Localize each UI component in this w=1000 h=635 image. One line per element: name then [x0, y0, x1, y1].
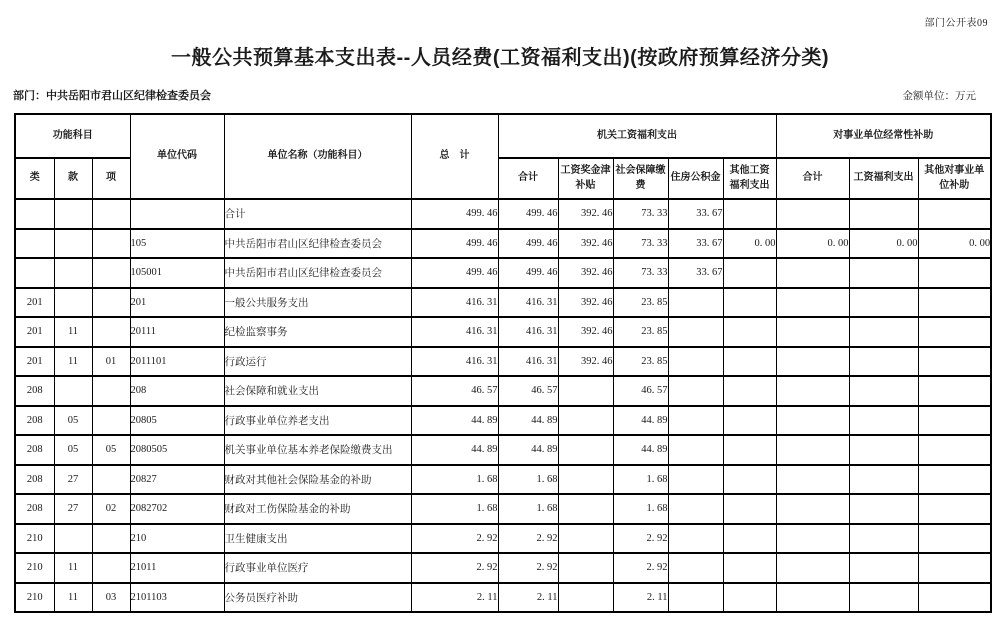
social-security-cell: 1. 68	[613, 494, 668, 524]
table-header	[15, 114, 991, 199]
social-security-cell: 1. 68	[613, 465, 668, 495]
unit-name-cell: 财政对其他社会保险基金的补助	[224, 465, 411, 495]
sy-wage-cell	[849, 435, 918, 465]
unit-code-cell: 2101103	[130, 583, 224, 613]
sy-subtotal-cell	[776, 317, 849, 347]
unit-code-cell: 210	[130, 524, 224, 554]
sy-other-cell	[918, 406, 991, 436]
housing-fund-cell: 33. 67	[668, 199, 723, 229]
func-lei-cell: 208	[15, 435, 54, 465]
unit-code-cell: 105001	[130, 258, 224, 288]
unit-code-cell: 20827	[130, 465, 224, 495]
sy-wage-cell	[849, 288, 918, 318]
other-wage-cell	[723, 376, 776, 406]
sy-subtotal-cell: 0. 00	[776, 229, 849, 259]
func-xiang-cell	[92, 553, 130, 583]
func-lei-cell: 201	[15, 288, 54, 318]
func-kuan-cell: 27	[54, 465, 92, 495]
table-row	[15, 583, 991, 613]
header-kuan: 款	[54, 158, 92, 199]
sy-wage-cell	[849, 494, 918, 524]
unit-name-cell: 卫生健康支出	[224, 524, 411, 554]
header-unit-name: 单位名称（功能科目）	[224, 114, 411, 199]
func-xiang-cell	[92, 288, 130, 318]
func-lei-cell: 210	[15, 583, 54, 613]
grand-total-cell: 46. 57	[411, 376, 498, 406]
other-wage-cell	[723, 494, 776, 524]
func-lei-cell: 208	[15, 406, 54, 436]
housing-fund-cell: 33. 67	[668, 258, 723, 288]
grand-total-cell: 2. 92	[411, 524, 498, 554]
func-kuan-cell	[54, 229, 92, 259]
social-security-cell: 23. 85	[613, 347, 668, 377]
unit-code-cell: 2082702	[130, 494, 224, 524]
salary-bonus-cell: 392. 46	[558, 258, 613, 288]
org-subtotal-cell: 46. 57	[498, 376, 558, 406]
salary-bonus-cell: 392. 46	[558, 199, 613, 229]
unit-code-cell: 20805	[130, 406, 224, 436]
func-xiang-cell: 01	[92, 347, 130, 377]
other-wage-cell	[723, 199, 776, 229]
amount-unit-note: 金额单位：万元	[902, 91, 976, 102]
func-xiang-cell	[92, 199, 130, 229]
other-wage-cell	[723, 317, 776, 347]
social-security-cell: 2. 11	[613, 583, 668, 613]
header-lei: 类	[15, 158, 54, 199]
func-lei-cell: 210	[15, 553, 54, 583]
sy-wage-cell	[849, 376, 918, 406]
other-wage-cell	[723, 347, 776, 377]
func-kuan-cell: 11	[54, 553, 92, 583]
page-title: 一般公共预算基本支出表--人员经费(工资福利支出)(按政府预算经济分类)	[171, 47, 829, 69]
housing-fund-cell	[668, 583, 723, 613]
func-kuan-cell	[54, 524, 92, 554]
salary-bonus-cell	[558, 465, 613, 495]
unit-name-cell: 行政事业单位养老支出	[224, 406, 411, 436]
table-row	[15, 317, 991, 347]
grand-total-cell: 2. 11	[411, 583, 498, 613]
salary-bonus-cell	[558, 553, 613, 583]
budget-table	[14, 113, 992, 613]
grand-total-cell: 499. 46	[411, 229, 498, 259]
header-institution-subsidy-group: 对事业单位经常性补助	[776, 114, 991, 158]
housing-fund-cell	[668, 494, 723, 524]
header-sy-wage: 工资福利支出	[849, 158, 918, 199]
other-wage-cell	[723, 406, 776, 436]
unit-name-cell: 财政对工伤保险基金的补助	[224, 494, 411, 524]
grand-total-cell: 416. 31	[411, 347, 498, 377]
header-org-subtotal: 合计	[498, 158, 558, 199]
social-security-cell: 44. 89	[613, 435, 668, 465]
func-lei-cell: 208	[15, 494, 54, 524]
grand-total-cell: 44. 89	[411, 406, 498, 436]
housing-fund-cell	[668, 347, 723, 377]
table-row	[15, 553, 991, 583]
grand-total-cell: 1. 68	[411, 494, 498, 524]
sy-wage-cell	[849, 258, 918, 288]
other-wage-cell	[723, 583, 776, 613]
sy-other-cell	[918, 494, 991, 524]
housing-fund-cell	[668, 465, 723, 495]
unit-name-cell: 纪检监察事务	[224, 317, 411, 347]
header-func-group: 功能科目	[15, 114, 130, 158]
func-xiang-cell: 03	[92, 583, 130, 613]
table-body	[15, 199, 991, 612]
salary-bonus-cell	[558, 583, 613, 613]
org-subtotal-cell: 499. 46	[498, 258, 558, 288]
header-org-wage-group: 机关工资福利支出	[498, 114, 776, 158]
func-kuan-cell	[54, 199, 92, 229]
grand-total-cell: 416. 31	[411, 317, 498, 347]
func-kuan-cell	[54, 376, 92, 406]
sy-other-cell	[918, 199, 991, 229]
sy-other-cell	[918, 317, 991, 347]
func-kuan-cell: 05	[54, 435, 92, 465]
salary-bonus-cell	[558, 406, 613, 436]
other-wage-cell	[723, 553, 776, 583]
sy-other-cell: 0. 00	[918, 229, 991, 259]
func-lei-cell	[15, 229, 54, 259]
func-lei-cell: 201	[15, 347, 54, 377]
sy-wage-cell	[849, 465, 918, 495]
unit-code-cell: 105	[130, 229, 224, 259]
unit-name-cell: 中共岳阳市君山区纪律检查委员会	[224, 229, 411, 259]
unit-name-cell: 机关事业单位基本养老保险缴费支出	[224, 435, 411, 465]
table-row	[15, 199, 991, 229]
housing-fund-cell	[668, 435, 723, 465]
sy-subtotal-cell	[776, 583, 849, 613]
grand-total-cell: 499. 46	[411, 258, 498, 288]
salary-bonus-cell: 392. 46	[558, 229, 613, 259]
sy-subtotal-cell	[776, 524, 849, 554]
sy-wage-cell	[849, 317, 918, 347]
org-subtotal-cell: 2. 11	[498, 583, 558, 613]
unit-name-cell: 行政事业单位医疗	[224, 553, 411, 583]
sy-other-cell	[918, 258, 991, 288]
grand-total-cell: 1. 68	[411, 465, 498, 495]
table-row	[15, 494, 991, 524]
sy-subtotal-cell	[776, 347, 849, 377]
header-sy-other: 其他对事业单位补助	[918, 158, 991, 199]
salary-bonus-cell	[558, 435, 613, 465]
func-kuan-cell: 27	[54, 494, 92, 524]
sy-wage-cell: 0. 00	[849, 229, 918, 259]
social-security-cell: 73. 33	[613, 199, 668, 229]
func-kuan-cell	[54, 258, 92, 288]
grand-total-cell: 44. 89	[411, 435, 498, 465]
salary-bonus-cell: 392. 46	[558, 288, 613, 318]
sy-subtotal-cell	[776, 288, 849, 318]
func-xiang-cell: 05	[92, 435, 130, 465]
unit-name-cell: 公务员医疗补助	[224, 583, 411, 613]
sy-wage-cell	[849, 524, 918, 554]
social-security-cell: 73. 33	[613, 229, 668, 259]
func-kuan-cell: 11	[54, 583, 92, 613]
other-wage-cell	[723, 435, 776, 465]
sy-other-cell	[918, 583, 991, 613]
sy-wage-cell	[849, 406, 918, 436]
header-row-groups	[15, 114, 991, 158]
sy-other-cell	[918, 524, 991, 554]
unit-code-cell: 2080505	[130, 435, 224, 465]
other-wage-cell	[723, 524, 776, 554]
sy-other-cell	[918, 553, 991, 583]
housing-fund-cell: 33. 67	[668, 229, 723, 259]
social-security-cell: 44. 89	[613, 406, 668, 436]
salary-bonus-cell	[558, 376, 613, 406]
table-row	[15, 406, 991, 436]
org-subtotal-cell: 2. 92	[498, 553, 558, 583]
org-subtotal-cell: 499. 46	[498, 199, 558, 229]
table-row	[15, 347, 991, 377]
org-subtotal-cell: 499. 46	[498, 229, 558, 259]
unit-name-cell: 合计	[224, 199, 411, 229]
other-wage-cell	[723, 288, 776, 318]
grand-total-cell: 2. 92	[411, 553, 498, 583]
table-row	[15, 258, 991, 288]
social-security-cell: 23. 85	[613, 317, 668, 347]
social-security-cell: 2. 92	[613, 553, 668, 583]
unit-code-cell	[130, 199, 224, 229]
header-xiang: 项	[92, 158, 130, 199]
sy-subtotal-cell	[776, 553, 849, 583]
header-unit-code: 单位代码	[130, 114, 224, 199]
unit-name-cell: 一般公共服务支出	[224, 288, 411, 318]
func-lei-cell	[15, 258, 54, 288]
func-kuan-cell	[54, 288, 92, 318]
sy-other-cell	[918, 376, 991, 406]
unit-code-cell: 208	[130, 376, 224, 406]
salary-bonus-cell	[558, 494, 613, 524]
func-lei-cell: 208	[15, 465, 54, 495]
unit-name-cell: 社会保障和就业支出	[224, 376, 411, 406]
func-lei-cell: 210	[15, 524, 54, 554]
func-xiang-cell	[92, 524, 130, 554]
social-security-cell: 23. 85	[613, 288, 668, 318]
housing-fund-cell	[668, 288, 723, 318]
unit-code-cell: 21011	[130, 553, 224, 583]
sy-subtotal-cell	[776, 258, 849, 288]
unit-code-cell: 2011101	[130, 347, 224, 377]
func-lei-cell: 208	[15, 376, 54, 406]
sy-other-cell	[918, 465, 991, 495]
org-subtotal-cell: 416. 31	[498, 288, 558, 318]
sy-other-cell	[918, 435, 991, 465]
sy-subtotal-cell	[776, 199, 849, 229]
sy-wage-cell	[849, 199, 918, 229]
org-subtotal-cell: 2. 92	[498, 524, 558, 554]
unit-name-cell: 中共岳阳市君山区纪律检查委员会	[224, 258, 411, 288]
func-xiang-cell	[92, 229, 130, 259]
sy-subtotal-cell	[776, 494, 849, 524]
header-housing-fund: 住房公积金	[668, 158, 723, 199]
housing-fund-cell	[668, 317, 723, 347]
sy-wage-cell	[849, 347, 918, 377]
org-subtotal-cell: 44. 89	[498, 435, 558, 465]
unit-name-cell: 行政运行	[224, 347, 411, 377]
func-lei-cell	[15, 199, 54, 229]
header-other-wage: 其他工资福利支出	[723, 158, 776, 199]
housing-fund-cell	[668, 406, 723, 436]
func-xiang-cell	[92, 258, 130, 288]
header-social-security: 社会保障缴费	[613, 158, 668, 199]
header-salary-bonus: 工资奖金津补贴	[558, 158, 613, 199]
sy-subtotal-cell	[776, 406, 849, 436]
func-kuan-cell: 05	[54, 406, 92, 436]
org-subtotal-cell: 416. 31	[498, 317, 558, 347]
org-subtotal-cell: 1. 68	[498, 494, 558, 524]
func-xiang-cell	[92, 465, 130, 495]
table-row	[15, 229, 991, 259]
social-security-cell: 2. 92	[613, 524, 668, 554]
other-wage-cell	[723, 258, 776, 288]
func-lei-cell: 201	[15, 317, 54, 347]
func-kuan-cell: 11	[54, 317, 92, 347]
sy-other-cell	[918, 288, 991, 318]
other-wage-cell	[723, 465, 776, 495]
org-subtotal-cell: 44. 89	[498, 406, 558, 436]
social-security-cell: 46. 57	[613, 376, 668, 406]
header-sy-subtotal: 合计	[776, 158, 849, 199]
sy-other-cell	[918, 347, 991, 377]
func-xiang-cell	[92, 376, 130, 406]
func-xiang-cell: 02	[92, 494, 130, 524]
salary-bonus-cell: 392. 46	[558, 347, 613, 377]
sy-wage-cell	[849, 553, 918, 583]
housing-fund-cell	[668, 524, 723, 554]
social-security-cell: 73. 33	[613, 258, 668, 288]
table-row	[15, 376, 991, 406]
grand-total-cell: 416. 31	[411, 288, 498, 318]
org-subtotal-cell: 1. 68	[498, 465, 558, 495]
func-xiang-cell	[92, 317, 130, 347]
unit-code-cell: 20111	[130, 317, 224, 347]
table-row	[15, 465, 991, 495]
org-subtotal-cell: 416. 31	[498, 347, 558, 377]
sy-subtotal-cell	[776, 376, 849, 406]
table-row	[15, 288, 991, 318]
unit-code-cell: 201	[130, 288, 224, 318]
corner-note: 部门公开表09	[924, 18, 988, 29]
func-xiang-cell	[92, 406, 130, 436]
header-grand-total: 总 计	[411, 114, 498, 199]
sy-subtotal-cell	[776, 465, 849, 495]
department-label: 部门：中共岳阳市君山区纪律检查委员会	[13, 90, 211, 102]
sy-wage-cell	[849, 583, 918, 613]
table-row	[15, 524, 991, 554]
salary-bonus-cell: 392. 46	[558, 317, 613, 347]
sy-subtotal-cell	[776, 435, 849, 465]
grand-total-cell: 499. 46	[411, 199, 498, 229]
housing-fund-cell	[668, 376, 723, 406]
func-kuan-cell: 11	[54, 347, 92, 377]
other-wage-cell: 0. 00	[723, 229, 776, 259]
salary-bonus-cell	[558, 524, 613, 554]
housing-fund-cell	[668, 553, 723, 583]
table-row	[15, 435, 991, 465]
